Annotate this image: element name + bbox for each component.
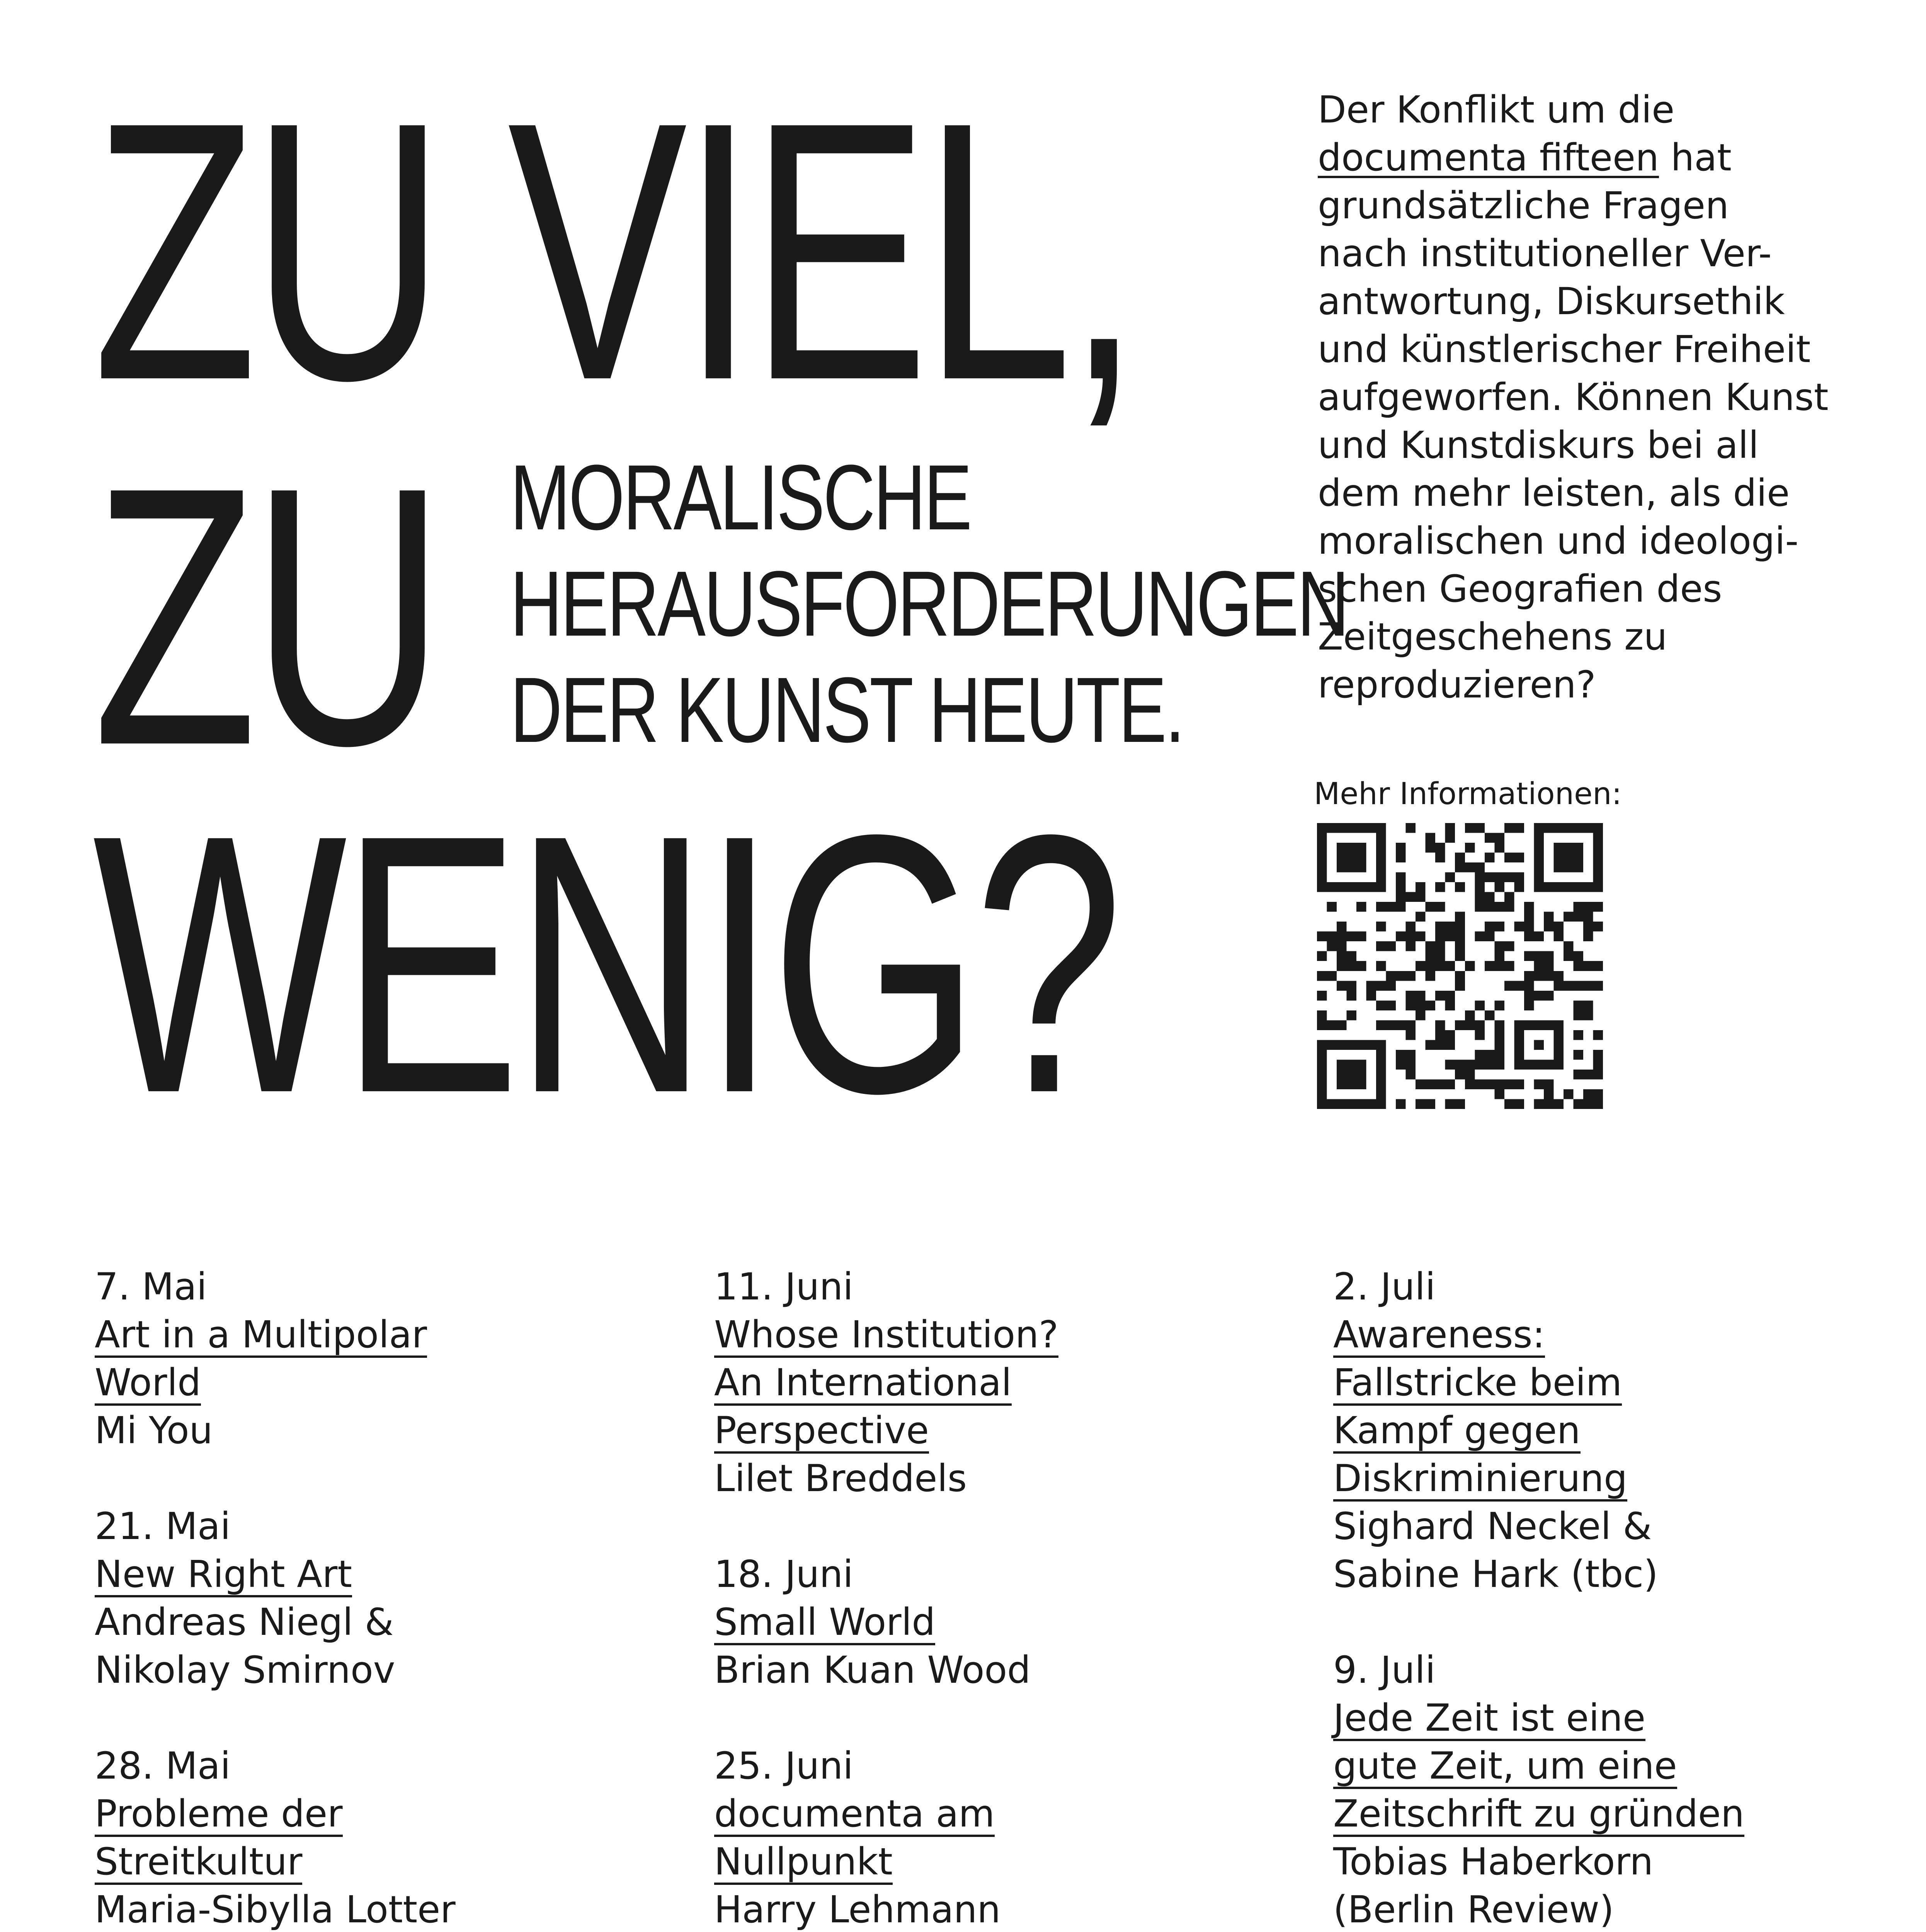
intro-line: und Kunstdiskurs bei all [1318, 423, 1759, 467]
event-item [95, 1263, 456, 1454]
speaker-line: Andreas Niegl & [95, 1600, 394, 1644]
intro-line-with-link [1318, 134, 1859, 182]
event-title-link[interactable] [95, 1311, 456, 1406]
event-speaker [714, 1646, 1058, 1694]
event-title-line[interactable]: Kampf gegen [1333, 1410, 1581, 1454]
intro-paragraph [1318, 86, 1859, 709]
event-title-line[interactable]: Nullpunkt [714, 1842, 893, 1885]
speaker-line: Harry Lehmann [714, 1888, 1001, 1931]
intro-line: dem mehr leisten, als die [1318, 471, 1790, 515]
intro-line: Der Konflikt um die [1318, 88, 1675, 131]
event-title-line[interactable]: Probleme der [95, 1794, 343, 1837]
subtitle [510, 444, 1348, 763]
event-title-link[interactable] [1333, 1311, 1744, 1502]
event-title-line[interactable]: Diskriminierung [1333, 1458, 1627, 1502]
headline-line-1: ZU VIEL, [93, 46, 1135, 457]
qr-label: Mehr Informationen: [1314, 777, 1622, 811]
event-title-line[interactable]: Fallstricke beim [1333, 1362, 1622, 1406]
event-date: 7. Mai [95, 1265, 207, 1308]
event-item [714, 1742, 1058, 1932]
event-title-line[interactable]: New Right Art [95, 1554, 352, 1597]
speaker-line: Mi You [95, 1409, 213, 1452]
event-title-line[interactable]: gute Zeit, um eine [1333, 1746, 1677, 1789]
event-title-link[interactable] [95, 1550, 456, 1598]
subtitle-line: MORALISCHE [510, 446, 971, 549]
intro-line: nach institutioneller Ver- [1318, 232, 1772, 275]
event-date: 2. Juli [1333, 1265, 1436, 1308]
event-title-line[interactable]: Zeitschrift zu gründen [1333, 1794, 1744, 1837]
event-title-link[interactable] [714, 1790, 1058, 1886]
event-title-line[interactable]: Streitkultur [95, 1842, 302, 1885]
event-date: 18. Juni [714, 1553, 853, 1596]
intro-line: Zeitgeschehens zu [1318, 615, 1667, 658]
intro-line: antwortung, Diskursethik [1318, 280, 1785, 323]
event-title-link[interactable] [95, 1790, 456, 1886]
events-column-2 [714, 1263, 1058, 1932]
intro-text: hat [1659, 136, 1732, 179]
event-item [95, 1502, 456, 1694]
event-title-line[interactable]: Art in a Multipolar [95, 1315, 427, 1358]
intro-line: reproduzieren? [1318, 663, 1596, 706]
event-speaker [1333, 1502, 1744, 1598]
event-title-line[interactable]: documenta am [714, 1794, 995, 1837]
event-title-line[interactable]: Awareness: [1333, 1315, 1545, 1358]
event-title-line[interactable]: Whose Institution? [714, 1315, 1058, 1358]
event-item [1333, 1263, 1744, 1598]
headline-line-3: WENIG? [93, 759, 1118, 1170]
event-date: 11. Juni [714, 1265, 853, 1308]
event-item [714, 1263, 1058, 1502]
event-title-line[interactable]: World [95, 1362, 201, 1406]
subtitle-line: DER KUNST HEUTE. [510, 658, 1183, 762]
event-title-line[interactable]: Small World [714, 1602, 935, 1645]
event-speaker [95, 1886, 456, 1932]
event-title-line[interactable]: Jede Zeit ist eine [1333, 1698, 1645, 1741]
event-title-link[interactable] [714, 1311, 1058, 1454]
intro-line: aufgeworfen. Können Kunst [1318, 376, 1829, 419]
event-title-line[interactable]: Perspective [714, 1410, 929, 1454]
events-column-1 [95, 1263, 456, 1932]
intro-line: und künstlerischer Freiheit [1318, 328, 1811, 371]
event-title-line[interactable]: An International [714, 1362, 1012, 1406]
events-column-3 [1333, 1263, 1744, 1932]
speaker-line: Brian Kuan Wood [714, 1648, 1031, 1692]
speaker-line: Sabine Hark (tbc) [1333, 1553, 1658, 1596]
event-item [1333, 1646, 1744, 1932]
event-date: 21. Mai [95, 1505, 231, 1548]
headline-line-2: ZU [93, 411, 439, 822]
intro-line: moralischen und ideologi- [1318, 519, 1799, 563]
event-date: 25. Juni [714, 1744, 853, 1787]
event-title-link[interactable] [714, 1598, 1058, 1646]
qr-code-icon[interactable] [1317, 823, 1603, 1109]
intro-line: schen Geografien des [1318, 567, 1722, 611]
event-speaker [714, 1454, 1058, 1502]
speaker-line: Sighard Neckel & [1333, 1505, 1652, 1548]
event-item [714, 1550, 1058, 1694]
speaker-line: Nikolay Smirnov [95, 1648, 395, 1692]
event-speaker [714, 1886, 1058, 1932]
event-date: 9. Juli [1333, 1648, 1436, 1692]
event-speaker [95, 1598, 456, 1694]
speaker-line: Lilet Breddels [714, 1457, 967, 1500]
event-title-link[interactable] [1333, 1694, 1744, 1838]
event-date: 28. Mai [95, 1744, 231, 1787]
subtitle-line: HERAUSFORDERUNGEN [510, 552, 1348, 655]
speaker-line: Tobias Haberkorn [1333, 1840, 1654, 1883]
speaker-line: Maria-Sibylla Lotter [95, 1888, 456, 1931]
event-item [95, 1742, 456, 1932]
event-speaker [1333, 1838, 1744, 1932]
speaker-line: (Berlin Review) [1333, 1888, 1614, 1931]
documenta-fifteen-link[interactable]: documenta fifteen [1318, 136, 1659, 179]
event-speaker [95, 1406, 456, 1454]
intro-line: grundsätzliche Fragen [1318, 184, 1729, 227]
